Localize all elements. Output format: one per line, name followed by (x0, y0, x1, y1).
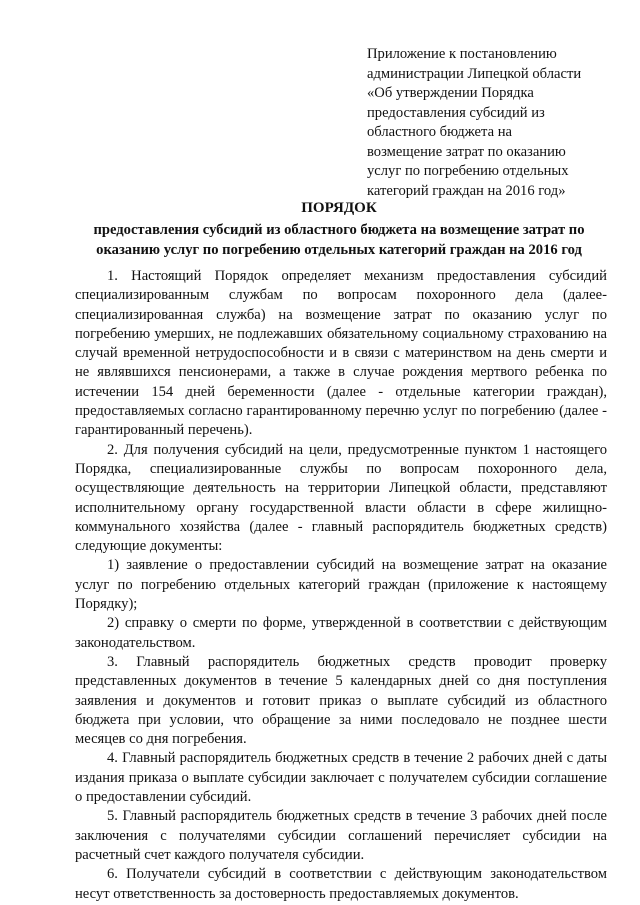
paragraph-2-item-2: 2) справку о смерти по форме, утвержденной в соответствии с действующим законодательством. (75, 615, 607, 651)
appendix-line: Приложение к постановлению (367, 46, 557, 62)
appendix-line: «Об утверждении Порядка (367, 85, 534, 101)
appendix-line: администрации Липецкой области (367, 65, 582, 82)
paragraph-5: 5. Главный распорядитель бюджетных средств в течение 3 рабочих дней после заключения с получателями субсидии соглашений перечисляет субсидии на расчетный счет каждого получателя субсидии. (75, 808, 607, 863)
paragraph-2-item-1: 1) заявление о предоставлении субсидий на возмещение затрат на оказание услуг по погребению отдельных категорий граждан (приложение к настоящему Порядку); (75, 557, 607, 613)
document-body (75, 267, 607, 904)
appendix-line: предоставления субсидий из (367, 104, 545, 121)
appendix-note (367, 45, 607, 201)
paragraph-1: 1. Настоящий Порядок определяет механизм предоставления субсидий специализированным службам по вопросам похоронного дела (далее- специализированная служба) на возмещение затрат по оказанию услуг по погребению умерших, не подлежавших обязательному социальному страхованию на случай временной нетрудоспособности и в связи с материнством на день смерти и не являвшихся пенсионерами, а также в случае рождения мертвого ребенка по истечении 154 дней беременности (далее - отдельные категории граждан), предоставляемых согласно гарантированному перечню услуг по погребению (далее - гарантированный перечень). (75, 268, 607, 439)
appendix-line: категорий граждан на 2016 год» (367, 182, 566, 199)
document-subtitle: предоставления субсидий из областного бюджета на возмещение затрат по оказанию услуг по погребению отдельных категорий граждан на 2016 год (93, 222, 585, 258)
paragraph-3: 3. Главный распорядитель бюджетных средств проводит проверку представленных документов в течение 5 календарных дней со дня поступления заявления и документов и готовит приказ о выплате субсидий из областного бюджета при условии, что обращение за ними последовало не позднее шести месяцев со дня погребения. (75, 653, 607, 748)
appendix-line: областного бюджета на (367, 124, 512, 140)
appendix-line: услуг по погребению отдельных (367, 163, 569, 179)
paragraph-2: 2. Для получения субсидий на цели, предусмотренные пунктом 1 настоящего Порядка, специализированные службы по вопросам похоронного дела, осуществляющие деятельность на территории Липецкой области, представляют исполнительному органу государственной власти области в сфере жилищно-коммунального хозяйства (далее - главный распорядитель бюджетных средств) следующие документы: (75, 441, 607, 555)
paragraph-4: 4. Главный распорядитель бюджетных средств в течение 2 рабочих дней с даты издания приказа о выплате субсидии заключает с получателем субсидии соглашение о предоставлении субсидий. (75, 750, 607, 806)
document-title: ПОРЯДОК (301, 200, 377, 216)
paragraph-6: 6. Получатели субсидий в соответствии с действующим законодательством несут ответственность за достоверность предоставляемых документов. (75, 866, 607, 902)
appendix-line: возмещение затрат по оказанию (367, 143, 566, 160)
